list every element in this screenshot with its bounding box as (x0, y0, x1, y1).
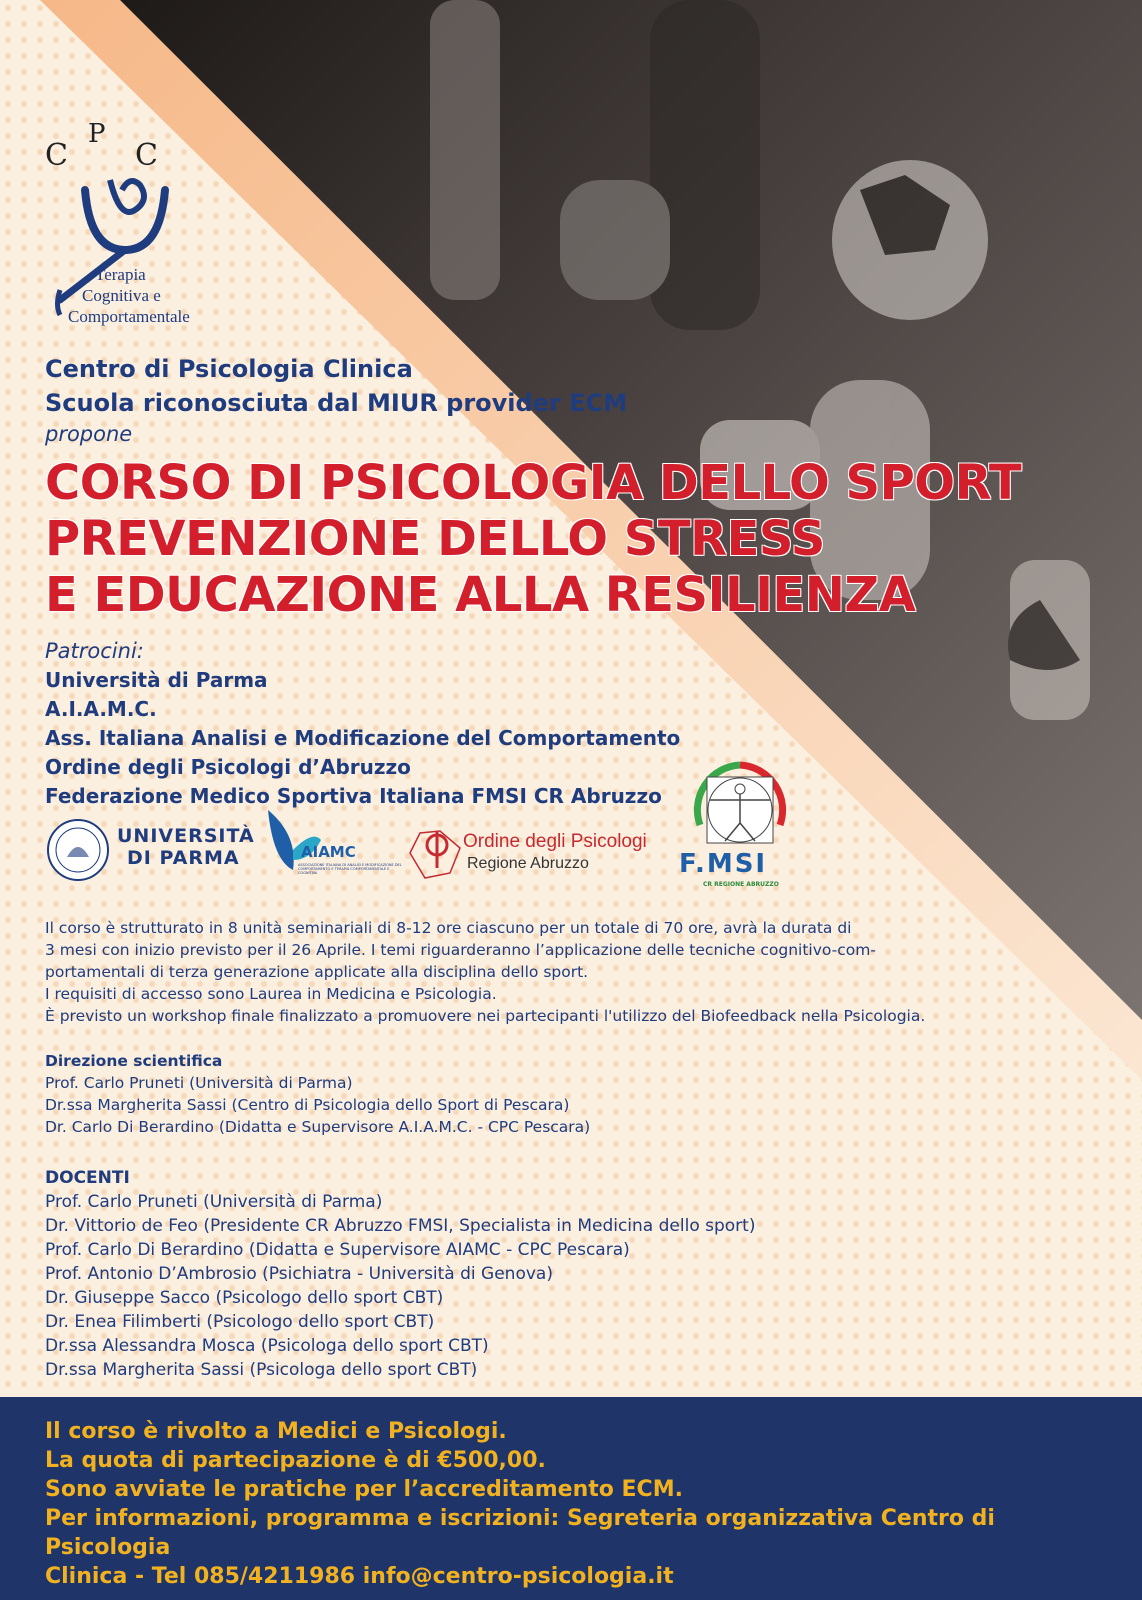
direzione-heading: Direzione scientifica (45, 1052, 223, 1070)
title-line-3: E EDUCAZIONE ALLA RESILIENZA (45, 567, 916, 623)
footer-line: Il corso è rivolto a Medici e Psicologi. (45, 1419, 507, 1444)
docenti-list (45, 1166, 945, 1382)
intro-block (45, 352, 745, 448)
docente-item: Prof. Antonio D’Ambrosio (Psichiatra - Università di Genova) (45, 1264, 553, 1284)
course-description (45, 917, 1045, 1027)
cpc-logo (40, 120, 240, 335)
propone-label: propone (45, 422, 133, 446)
docente-item: Dr.ssa Margherita Sassi (Psicologa dello sport CBT) (45, 1360, 478, 1380)
parma-seal-icon (45, 817, 115, 887)
patrocinio-item: Ass. Italiana Analisi e Modificazione del Comportamento (45, 726, 681, 750)
direzione-item: Prof. Carlo Pruneti (Università di Parma) (45, 1074, 353, 1092)
fmsi-logo (679, 755, 795, 895)
parma-logo (45, 817, 255, 887)
partner-logos (45, 755, 845, 905)
patrocinio-item: Federazione Medico Sportiva Italiana FMSI CR Abruzzo (45, 784, 662, 808)
footer-contact-line: Clinica - Tel 085/4211986 info@centro-psicologia.it (45, 1564, 674, 1589)
parma-line-1: UNIVERSITÀ (117, 825, 255, 847)
footer-line: Per informazioni, programma e iscrizioni: Segreteria organizzativa Centro di Psicologia (45, 1506, 995, 1560)
docente-item: Dr. Vittorio de Feo (Presidente CR Abruzzo FMSI, Specialista in Medicina dello sport) (45, 1216, 756, 1236)
docente-item: Prof. Carlo Pruneti (Università di Parma) (45, 1192, 383, 1212)
vitruvian-man-icon (685, 755, 795, 855)
docente-item: Dr. Enea Filimberti (Psicologo dello sport CBT) (45, 1312, 435, 1332)
fmsi-name: F.MSI (679, 849, 768, 879)
cpc-initial-1: C (45, 138, 68, 173)
course-title (45, 455, 1045, 623)
ordine-line-1: Ordine degli Psicologi (463, 831, 647, 852)
fmsi-subtitle: CR REGIONE ABRUZZO (703, 881, 779, 888)
footer-line: Sono avviate le pratiche per l’accreditamento ECM. (45, 1477, 683, 1502)
center-name: Centro di Psicologia Clinica (45, 355, 413, 383)
title-line-2: PREVENZIONE DELLO STRESS (45, 511, 825, 567)
ordine-line-2: Regione Abruzzo (467, 855, 589, 872)
school-recognition: Scuola riconosciuta dal MIUR provider ECM (45, 389, 628, 417)
docente-item: Dr.ssa Alessandra Mosca (Psicologa dello sport CBT) (45, 1336, 489, 1356)
aiamc-subtitle: ASSOCIAZIONE ITALIANA DI ANALISI E MODIFICAZIONE DEL COMPORTAMENTO E TERAPIA COMPORTAMENTALE E COGNITIVA (298, 863, 402, 875)
direzione-item: Dr. Carlo Di Berardino (Didatta e Supervisore A.I.A.M.C. - CPC Pescara) (45, 1118, 591, 1136)
direzione-scientifica (45, 1050, 845, 1138)
ordine-logo (405, 823, 675, 883)
description-line: I requisiti di accesso sono Laurea in Medicina e Psicologia. (45, 985, 497, 1003)
cpc-line-2: Cognitiva e (82, 286, 161, 305)
cpc-initial-3: C (135, 138, 158, 173)
patrocinio-item: Università di Parma (45, 668, 268, 692)
aiamc-logo (263, 805, 403, 885)
patrocini-heading: Patrocini: (45, 639, 144, 663)
description-line: È previsto un workshop finale finalizzato a promuovere nei partecipanti l'utilizzo del Biofeedback nella Psicologia. (45, 1007, 926, 1025)
ordine-psi-icon (405, 823, 465, 883)
parma-line-2: DI PARMA (127, 847, 240, 869)
aiamc-name: AIAMC (301, 843, 356, 861)
title-line-1: CORSO DI PSICOLOGIA DELLO SPORT (45, 455, 1022, 511)
description-line: 3 mesi con inizio previsto per il 26 Aprile. I temi riguarderanno l’applicazione delle tecniche cognitivo-com- (45, 941, 876, 959)
description-line: portamentali di terza generazione applicate alla disciplina dello sport. (45, 963, 589, 981)
cpc-psi-icon (40, 120, 240, 335)
patrocinio-item: Ordine degli Psicologi d’Abruzzo (45, 755, 411, 779)
docenti-heading: DOCENTI (45, 1168, 130, 1188)
description-line: Il corso è strutturato in 8 unità seminariali di 8-12 ore ciascuno per un totale di 70 ore, avrà la durata di (45, 919, 852, 937)
cpc-line-1: Terapia (95, 265, 146, 284)
cpc-line-3: Comportamentale (68, 307, 190, 326)
docente-item: Dr. Giuseppe Sacco (Psicologo dello sport CBT) (45, 1288, 444, 1308)
docente-item: Prof. Carlo Di Berardino (Didatta e Supervisore AIAMC - CPC Pescara) (45, 1240, 630, 1260)
direzione-item: Dr.ssa Margherita Sassi (Centro di Psicologia dello Sport di Pescara) (45, 1096, 570, 1114)
cpc-initial-2: P (88, 120, 106, 149)
footer-line: La quota di partecipazione è di €500,00. (45, 1448, 546, 1473)
footer-banner (0, 1397, 1142, 1600)
patrocinio-item: A.I.A.M.C. (45, 697, 157, 721)
